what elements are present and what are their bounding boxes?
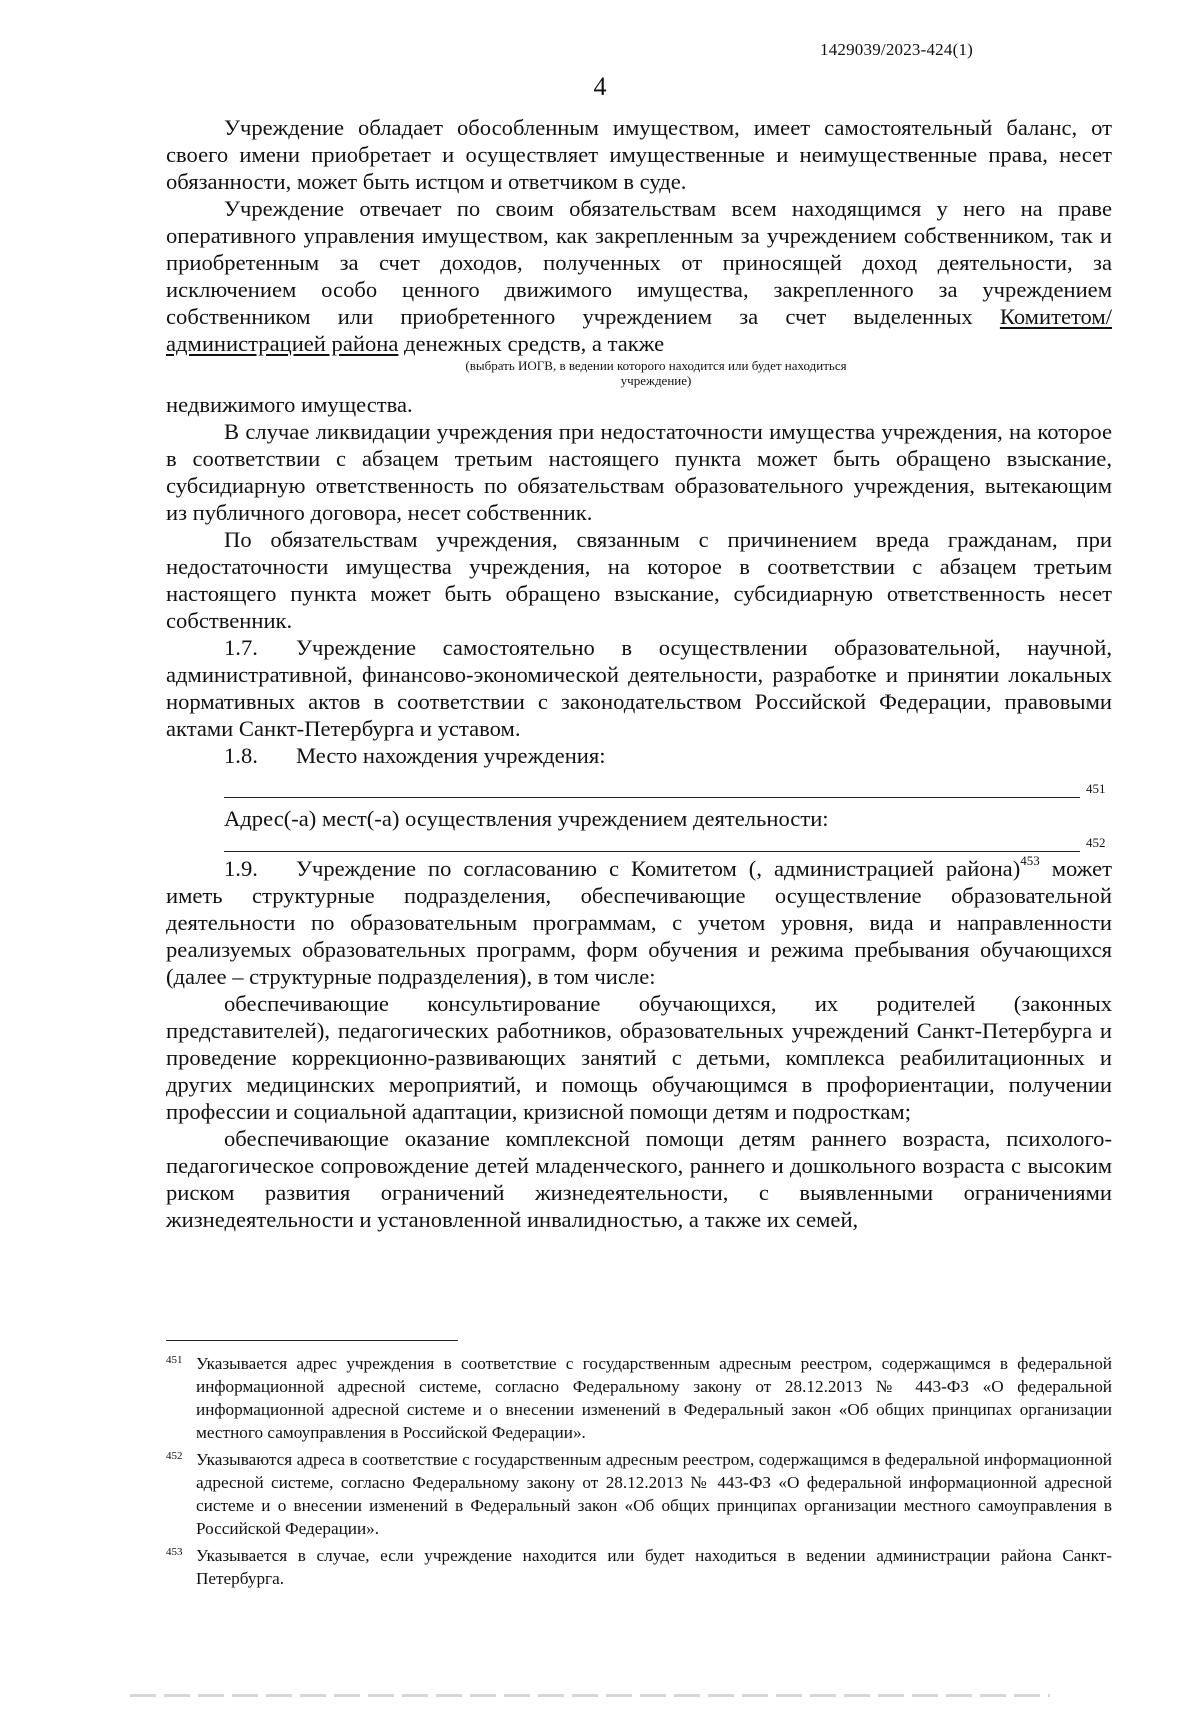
item-1-8 [166,742,1112,769]
paragraph-harm: По обязательствам учреждения, связанным с причинением вреда гражданам, при недостаточности имущества учреждения, на которое в соответствии с абзацем третьим настоящего пункта может быть обращено взыскание, субсидиарную ответственность несет собственник. [166,527,1112,633]
authority-caption: (выбрать ИОГВ, в ведении которого находится или будет находиться учреждение) [465,358,847,388]
activity-address-blank-line [224,851,1080,852]
paragraph-liquidation: В случае ликвидации учреждения при недостаточности имущества учреждения, на которое в соответствии с абзацем третьим настоящего пункта может быть обращено взыскание, субсидиарную ответственность по обязательствам образовательного учреждения, вытекающим из публичного договора, несет собственник. [166,419,1112,525]
footnote-separator [166,1340,458,1341]
scan-artifact-edge [130,1694,1050,1697]
subdivision-early-help: обеспечивающие оказание комплексной помощи детям раннего возраста, психолого-педагогическое сопровождение детей младенческого, раннего и дошкольного возраста с высоким риском развития ограничений жизнедеятельности, с выявленными ограничениями жизнедеятельности и установленной инвалидностью, а также их семей, [166,1126,1112,1232]
item-1-7-text: Учреждение самостоятельно в осуществлении образовательной, научной, административной, финансово-экономической деятельности, разработке и принятии локальных нормативных актов в соответствии с законодательством Российской Федерации, правовыми актами Санкт-Петербурга и уставом. [166,635,1112,741]
document-body [166,114,1112,1233]
address-blank-line [224,797,1080,798]
footnote-number: 452 [166,1450,183,1462]
underlined-authority: Комитетом/администрацией района [166,304,1112,356]
address-block [166,769,1112,855]
paragraph-liability-end: недвижимого имущества. [166,392,413,417]
item-1-7-number: 1.7. [224,635,258,660]
item-1-9 [166,855,1112,990]
item-1-9-number: 1.9. [224,856,258,881]
footnotes [166,1352,1112,1594]
item-1-9-text: Учреждение по согласованию с Комитетом (, администрацией района) [296,856,1021,881]
footnote-453 [166,1544,1112,1590]
footnote-ref-452: 452 [1086,835,1106,850]
footnote-number: 451 [166,1354,183,1366]
subdivision-consulting: обеспечивающие консультирование обучающихся, их родителей (законных представителей), педагогических работников, образовательных учреждений Санкт-Петербурга и проведение коррекционно-развивающих занятий с детьми, комплекса реабилитационных и других медицинских мероприятий, и помощь обучающимся в профориентации, получении профессии и социальной адаптации, кризисной помощи детям и подросткам; [166,991,1112,1124]
footnote-451 [166,1352,1112,1444]
paragraph-property: Учреждение обладает обособленным имуществом, имеет самостоятельный баланс, от своего имени приобретает и осуществляет имущественные и неимущественные права, несет обязанности, может быть истцом и ответчиком в суде. [166,115,1112,194]
document-id: 1429039/2023-424(1) [820,40,974,59]
footnote-text: Указывается адрес учреждения в соответствие с государственным адресным реестром, содержащимся в федеральной информационной адресной системе, согласно Федеральному закону от 28.12.2013 № 443-ФЗ «О федеральной информационной адресной системе и о внесении изменений в Федеральный закон «Об общих принципах организации местного самоуправления в Российской Федерации». [196,1354,1112,1442]
item-1-8-number: 1.8. [224,743,258,768]
item-1-9-continuation: может иметь структурные подразделения, обеспечивающие осуществление образовательной деятельности по образовательным программам, с учетом уровня, вида и направленности реализуемых образовательных программ, форм обучения и режима пребывания обучающихся (далее – структурные подразделения), в том числе: [166,856,1112,989]
footnote-number: 453 [166,1546,183,1558]
paragraph-liability-tail: денежных средств, а также [404,331,665,356]
activity-address-label: Адрес(-а) мест(-а) осуществления учреждением деятельности: [224,806,829,831]
footnote-452 [166,1448,1112,1540]
paragraph-liability-text: Учреждение отвечает по своим обязательствам всем находящимся у него на праве оперативного управления имуществом, как закрепленным за учреждением собственником, так и приобретенным за счет доходов, полученных от приносящей доход деятельности, за исключением особо ценного движимого имущества, закрепленного за учреждением собственником или приобретенного учреждением за счет выделенных [166,196,1112,329]
footnote-text: Указываются адреса в соответствие с государственным адресным реестром, содержащимся в федеральной информационной адресной системе, согласно Федеральному закону от 28.12.2013 № 443-ФЗ «О федеральной информационной адресной системе и о внесении изменений в Федеральный закон «Об общих принципах организации местного самоуправления в Российской Федерации». [196,1450,1112,1538]
footnote-ref-453: 453 [1020,853,1040,869]
paragraph-liability [166,195,1112,357]
footnote-text: Указывается в случае, если учреждение находится или будет находиться в ведении администрации района Санкт-Петербурга. [196,1546,1112,1588]
footnote-ref-451: 451 [1086,781,1106,796]
item-1-8-text: Место нахождения учреждения: [296,743,606,768]
item-1-7 [166,634,1112,742]
page-number: 4 [593,72,607,101]
